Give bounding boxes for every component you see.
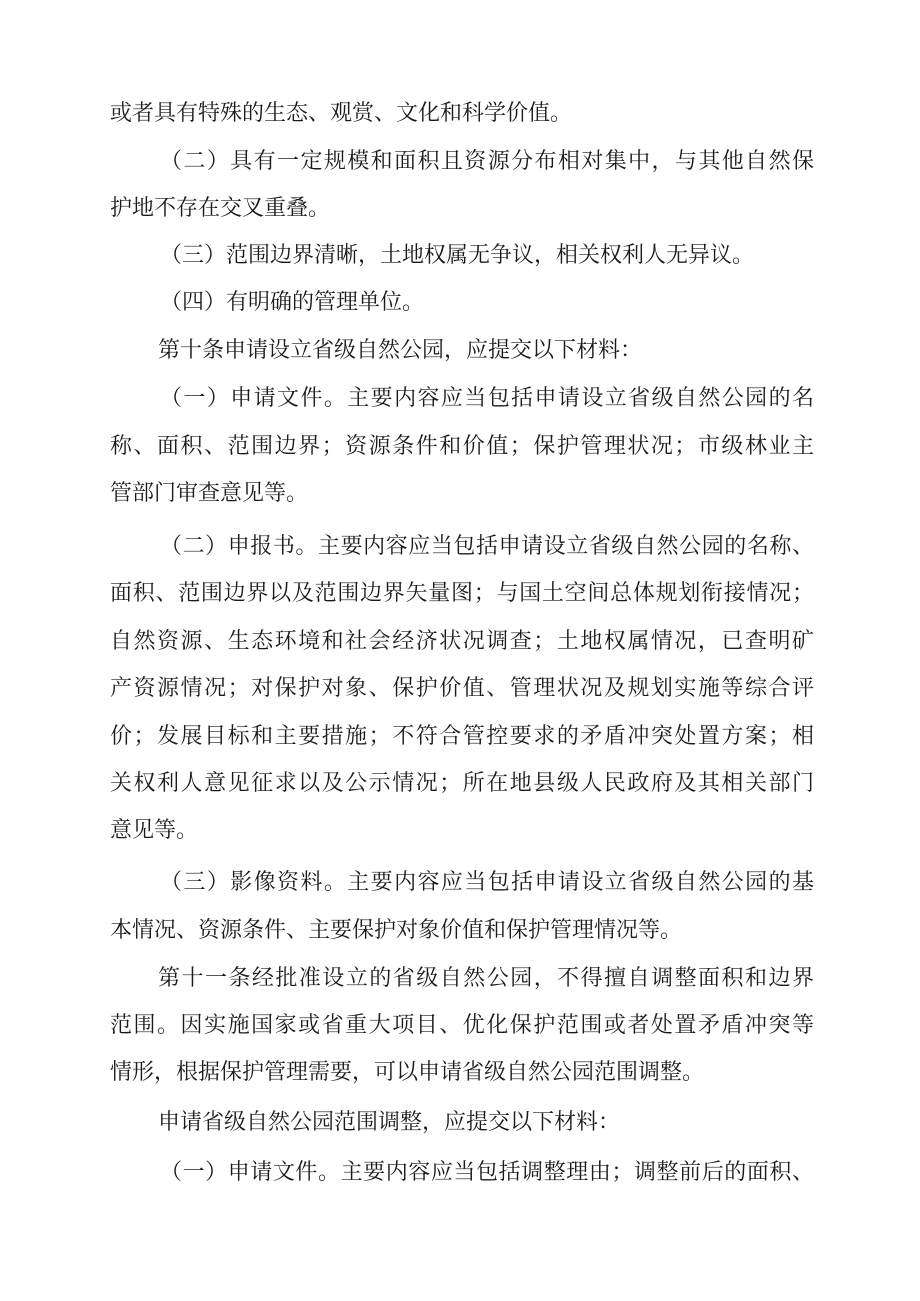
text-line-22: 申请省级自然公园范围调整，应提交以下材料： [158,1110,621,1135]
text-line-18: 本情况、资源条件、主要保护对象价值和保护管理情况等。 [110,918,683,943]
text-line-20: 范围。因实施国家或省重大项目、优化保护范围或者处置矛盾冲突等 [110,1013,814,1038]
text-line-2: （二）具有一定规模和面积且资源分布相对集中，与其他自然保 [160,149,814,174]
text-line-1: 或者具有特殊的生态、观赏、文化和科学价值。 [110,101,573,126]
text-line-11: 面积、范围边界以及范围边界矢量图；与国土空间总体规划衔接情况； [110,581,814,606]
text-line-8: 称、面积、范围边界；资源条件和价值；保护管理状况；市级林业主 [110,434,814,459]
text-line-10: （二）申报书。主要内容应当包括申请设立省级自然公园的名称、 [160,534,814,559]
text-line-21: 情形，根据保护管理需要，可以申请省级自然公园范围调整。 [110,1060,705,1085]
text-line-23: （一）申请文件。主要内容应当包括调整理由；调整前后的面积、 [160,1160,814,1185]
text-line-3: 护地不存在交叉重叠。 [110,196,331,221]
text-line-19: 第十一条经批准设立的省级自然公园，不得擅自调整面积和边界 [158,966,814,991]
text-line-7: （一）申请文件。主要内容应当包括申请设立省级自然公园的名 [160,386,814,411]
text-line-6: 第十条申请设立省级自然公园，应提交以下材料： [158,338,643,363]
text-line-16: 意见等。 [110,818,199,843]
text-line-15: 关权利人意见征求以及公示情况；所在地县级人民政府及其相关部门 [110,771,814,796]
text-line-12: 自然资源、生态环境和社会经济状况调查；土地权属情况，已查明矿 [110,629,814,654]
text-line-17: （三）影像资料。主要内容应当包括申请设立省级自然公园的基 [160,870,814,895]
text-line-4: （三）范围边界清晰，土地权属无争议，相关权利人无异议。 [160,243,755,268]
text-line-9: 管部门审查意见等。 [110,481,309,506]
text-line-5: （四）有明确的管理单位。 [160,290,425,315]
text-line-14: 价；发展目标和主要措施；不符合管控要求的矛盾冲突处置方案；相 [110,724,814,749]
text-line-13: 产资源情况；对保护对象、保护价值、管理状况及规划实施等综合评 [110,676,814,701]
